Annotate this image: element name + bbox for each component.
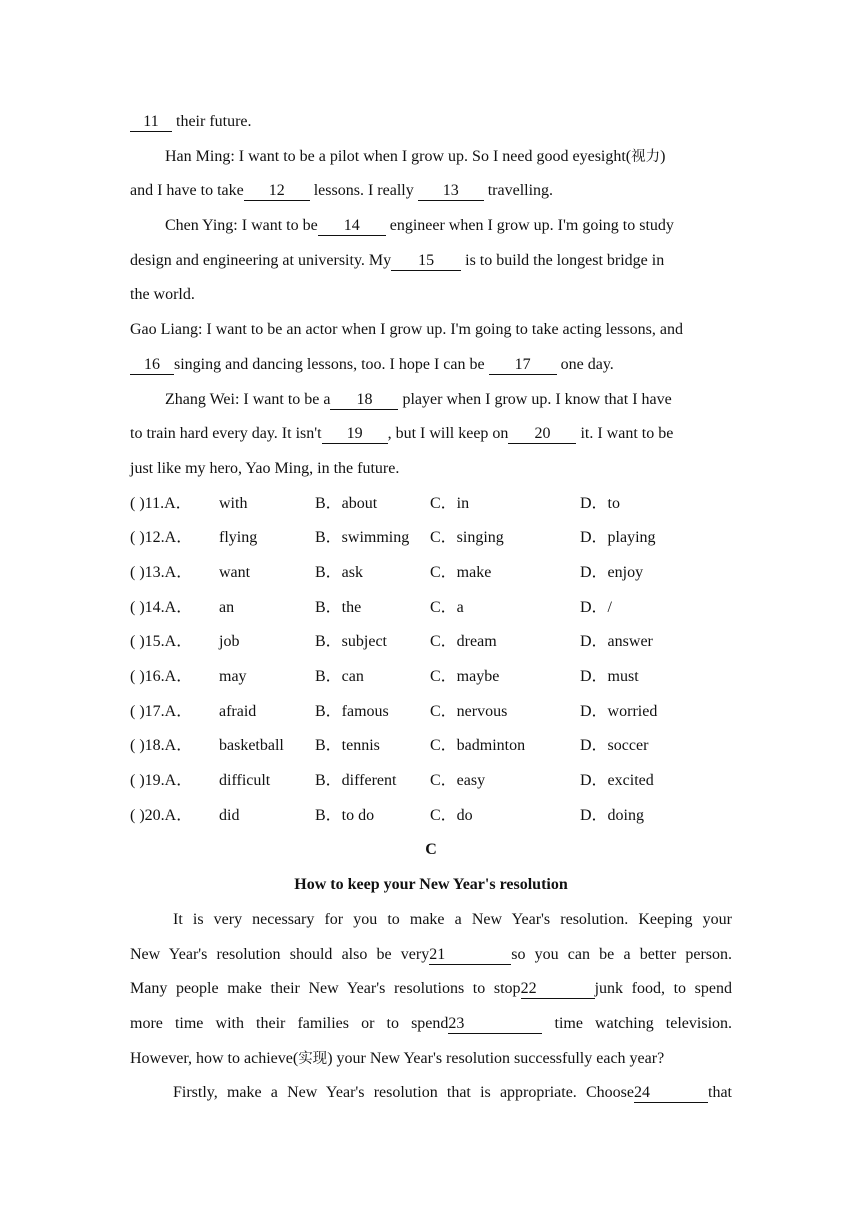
text: It is very necessary for you to make a New Year's resolution. Keeping your <box>173 910 732 928</box>
passage-line <box>130 140 732 175</box>
blank-19: 19 <box>322 425 388 444</box>
option-c: C．maybe <box>430 668 500 685</box>
option-row <box>130 521 732 556</box>
passage-line <box>130 174 732 209</box>
text: Zhang Wei: I want to be a <box>165 390 331 408</box>
option-d: D．to <box>580 494 621 512</box>
option-b: B．famous <box>315 702 389 720</box>
option-c: C．in <box>430 494 470 512</box>
option-b: B．subject <box>315 633 387 651</box>
text: Chen Ying: I want to be <box>165 217 318 235</box>
text: it. I want to be <box>576 425 674 443</box>
text: player when I grow up. I know that I have <box>398 390 672 408</box>
option-row <box>130 487 732 522</box>
option-row <box>130 591 732 626</box>
text: Han Ming: I want to be a pilot when I grow up. So I need good eyesight( <box>165 147 632 165</box>
passage-line <box>130 1042 732 1077</box>
question-number: ( )13.A． <box>130 563 193 581</box>
blank-13: 13 <box>418 182 484 201</box>
text: and I have to take <box>130 182 244 200</box>
option-c: C．a <box>430 598 464 616</box>
text: time watching television. <box>542 1014 733 1032</box>
question-number: ( )17.A． <box>130 702 193 720</box>
blank-12: 12 <box>244 182 310 201</box>
option-row <box>130 799 732 834</box>
document-page <box>130 105 732 1111</box>
passage-line <box>130 1076 732 1111</box>
text: singing and dancing lessons, too. I hope I can be <box>174 355 489 373</box>
options-list <box>130 487 732 834</box>
option-c: C．do <box>430 806 473 824</box>
text: , but I will keep on <box>387 425 509 443</box>
option-d: D．must <box>580 668 639 685</box>
text: Many people make their New Year's resolutions to stop <box>130 980 521 998</box>
text: so you can be a better person. <box>511 945 732 963</box>
passage-line <box>130 417 732 452</box>
text: junk food, to spend <box>594 980 733 998</box>
section-letter: C <box>425 841 437 859</box>
option-a: an <box>219 598 235 616</box>
option-d: D．worried <box>580 702 658 720</box>
text: one day. <box>556 355 614 373</box>
option-row <box>130 660 732 695</box>
passage-line <box>130 105 732 140</box>
option-b: B．the <box>315 598 362 616</box>
option-b: B．different <box>315 772 397 790</box>
blank-18: 18 <box>330 391 398 410</box>
text: design and engineering at university. My <box>130 251 392 269</box>
blank-15: 15 <box>391 252 461 271</box>
blank-21: 21 <box>429 946 511 965</box>
option-d: D．playing <box>580 529 656 547</box>
passage-line <box>130 348 732 383</box>
blank-20: 20 <box>508 425 576 444</box>
option-d: D．doing <box>580 806 645 824</box>
question-number: ( )18.A． <box>130 737 193 755</box>
passage-line <box>130 1007 732 1042</box>
option-a: difficult <box>219 772 271 790</box>
blank-24: 24 <box>634 1084 708 1103</box>
option-row <box>130 556 732 591</box>
option-a: afraid <box>219 702 257 720</box>
text: to train hard every day. It isn't <box>130 425 322 443</box>
text: Firstly, make a New Year's resolution that is appropriate. Choose <box>173 1084 634 1102</box>
text: just like my hero, Yao Ming, in the future. <box>130 459 400 477</box>
passage-line <box>130 313 732 348</box>
option-d: D．excited <box>580 772 654 790</box>
text: travelling. <box>483 182 554 200</box>
option-row <box>130 729 732 764</box>
question-number: ( )12.A． <box>130 529 193 547</box>
blank-16: 16 <box>130 356 174 375</box>
option-b: B．about <box>315 494 378 512</box>
passage-line <box>130 938 732 973</box>
text: that <box>708 1084 732 1102</box>
option-c: C．badminton <box>430 737 526 755</box>
option-row <box>130 764 732 799</box>
option-row <box>130 625 732 660</box>
section-title: How to keep your New Year's resolution <box>294 876 568 894</box>
option-b: B．swimming <box>315 529 410 547</box>
blank-22: 22 <box>521 980 595 999</box>
option-c: C．easy <box>430 772 486 790</box>
text: New Year's resolution should also be very <box>130 945 430 963</box>
option-c: C．singing <box>430 529 504 547</box>
passage-line <box>130 244 732 279</box>
option-b: B．ask <box>315 563 364 581</box>
passage-line <box>130 972 732 1007</box>
option-c: C．nervous <box>430 702 508 720</box>
option-d: D．answer <box>580 633 653 651</box>
passage-line <box>130 903 732 938</box>
text: more time with their families or to spend <box>130 1014 449 1032</box>
option-c: C．dream <box>430 633 497 651</box>
passage-line <box>130 209 732 244</box>
text: lessons. I really <box>309 182 418 200</box>
option-c: C．make <box>430 563 492 581</box>
option-a: flying <box>219 529 258 547</box>
question-number: ( )19.A． <box>130 772 193 790</box>
option-d: D．soccer <box>580 737 649 755</box>
question-number: ( )14.A． <box>130 598 193 616</box>
blank-14: 14 <box>318 217 386 236</box>
text: ) your New Year's resolution successfully each year? <box>327 1049 665 1067</box>
option-a: may <box>219 668 247 685</box>
question-number: ( )16.A． <box>130 668 193 685</box>
text: is to build the longest bridge in <box>461 251 665 269</box>
question-number: ( )11.A． <box>130 494 192 512</box>
option-d: D．enjoy <box>580 563 644 581</box>
text: the world. <box>130 286 195 304</box>
option-b: B．tennis <box>315 737 380 755</box>
text: ) <box>660 147 666 165</box>
option-a: did <box>219 806 240 824</box>
question-number: ( )15.A． <box>130 633 193 651</box>
option-b: B．to do <box>315 806 375 824</box>
blank-23: 23 <box>448 1015 542 1034</box>
cjk-text: 视力 <box>631 148 661 165</box>
blank-11: 11 <box>130 113 172 132</box>
option-a: want <box>219 563 251 581</box>
option-a: basketball <box>219 737 284 755</box>
text: Gao Liang: I want to be an actor when I grow up. I'm going to take acting lessons, and <box>130 321 683 339</box>
blank-17: 17 <box>489 356 557 375</box>
passage-line <box>130 452 732 487</box>
text: However, how to achieve( <box>130 1049 299 1067</box>
cjk-text: 实现 <box>298 1050 328 1067</box>
question-number: ( )20.A． <box>130 806 193 824</box>
option-a: job <box>219 633 240 651</box>
option-b: B．can <box>315 668 364 685</box>
passage-line <box>130 278 732 313</box>
option-d: D．/ <box>580 598 613 616</box>
text: engineer when I grow up. I'm going to study <box>385 217 674 235</box>
passage-line <box>130 383 732 418</box>
option-row <box>130 695 732 730</box>
text: their future. <box>172 113 252 130</box>
option-a: with <box>219 494 248 512</box>
